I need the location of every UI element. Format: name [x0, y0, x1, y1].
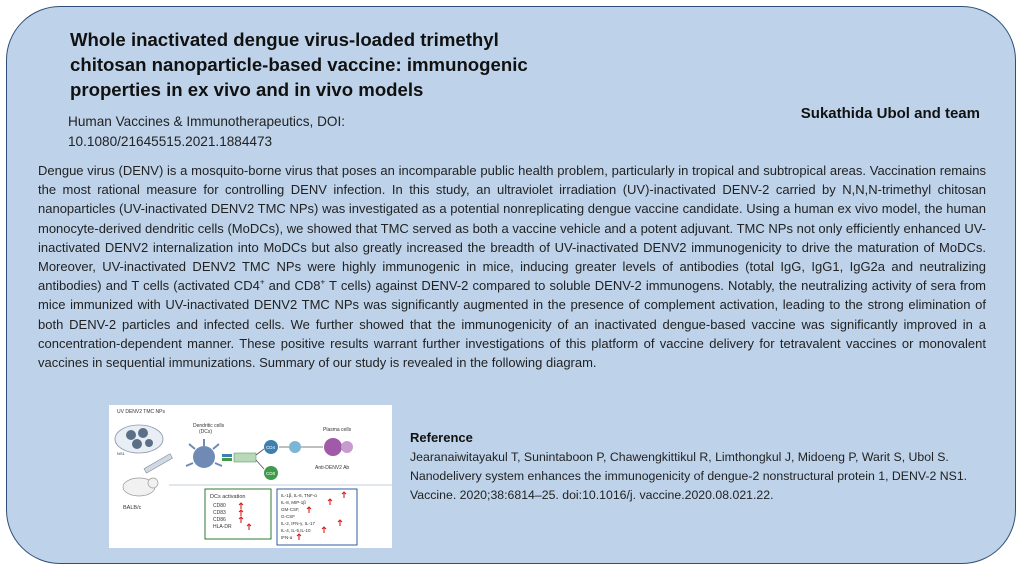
cd4-label: CD4 [266, 445, 276, 450]
dc-sub-label: (DCs) [199, 429, 213, 435]
svg-text:IL-1β, IL-6, TNF-α: IL-1β, IL-6, TNF-α [281, 493, 317, 498]
abstract: Dengue virus (DENV) is a mosquito-borne virus that poses an incomparable public health problem, particularly in tropical and subtropical areas. Vaccination remains the most rational measure for controlling DENV infection. In this study, an ultraviolet irradiation (UV)-inactivated DENV-2 carried by N,N,N-trimethyl chitosan nanoparticles (UV-inactivated DENV2 TMC NPs) was investigated as a potential nonreplicating dengue vaccine candidate. Using a human ex vivo model, the human monocyte-derived dendritic cells (MoDCs), we showed that TMC served as both a vaccine vehicle and a potent adjuvant. TMC NPs not only efficiently enhanced UV-inactivated DENV2 internalization into MoDCs but also greatly increased the breadth of UV-inactivated DENV2 immunogenicity to drive the maturation of MoDCs. Moreover, UV-inactivated DENV2 TMC NPs were highly immunogenic in mice, inducing greater levels of antibodies (total IgG, IgG1, IgG2a and neutralizing antibodies) and T cells (activated CD4+ and CD8+ T cells) against DENV-2 compared to soluble DENV-2 immunogens. Notably, the neutralizing activity of sera from mice immunized with UV-inactivated DENV2 TMC NPs was significantly augmented in the presence of complement activation, leading to the strong elimination of both DENV-2 particles and infected cells. We further showed that the immunogenicity of an inactivated dengue-based vaccine was significantly improved in a concentration-dependent manner. These positive results warrant further investigations of this platform of vaccine delivery for tetravalent vaccines or monovalent vaccines in sequential immunizations. Summary of our study is revealed in the following diagram. [38, 163, 987, 371]
reference-text: Jearanaiwitayakul T, Sunintaboon P, Chawengkittikul R, Limthongkul J, Midoeng P, Warit S, Ubol S. Nanodelivery system enhances the immunogenicity of dengue-2 nonstructural protein 1, DENV-2 NS1. Vaccine. 2020;38:6814–25. doi:10.1016/j. vaccine.2020.08.021.22. [410, 450, 968, 503]
journal-name: Human Vaccines & Immunotherapeutics, DOI: [68, 114, 346, 129]
antibody-label: Anti-DENV2 Ab [315, 465, 350, 471]
syringe-icon [144, 454, 172, 473]
reference-section [410, 430, 1000, 506]
summary-diagram [109, 405, 392, 548]
paper-title: Whole inactivated dengue virus-loaded trimethyl chitosan nanoparticle-based vaccine: immunogenic properties in ex vivo and in vivo models [70, 29, 528, 100]
np-dish [115, 425, 163, 453]
cd8-label: CD8 [266, 471, 276, 476]
svg-text:IL-8, MIP-1β: IL-8, MIP-1β [281, 500, 306, 505]
svg-text:HLA-DR: HLA-DR [213, 524, 232, 530]
svg-text:CD80: CD80 [213, 503, 226, 509]
author: Sukathida Ubol and team [800, 105, 980, 122]
dc-label: Dendritic cells [193, 423, 225, 429]
svg-text:IFN-α: IFN-α [281, 535, 293, 540]
reference-heading: Reference [410, 430, 473, 445]
nanoparticle [132, 439, 142, 449]
svg-text:IL-4, IL-5,IL-10: IL-4, IL-5,IL-10 [281, 528, 311, 533]
nanoparticle [126, 430, 136, 440]
journal-info [68, 112, 428, 152]
svg-text:CD83: CD83 [213, 510, 226, 516]
plasma-label: Plasma cells [323, 427, 352, 433]
svg-text:GM-CSF,: GM-CSF, [281, 507, 300, 512]
plasma-cell [324, 438, 342, 456]
svg-text:G-CSF: G-CSF [281, 514, 295, 519]
nanoparticle [138, 428, 148, 438]
doi: 10.1080/21645515.2021.1884473 [68, 134, 273, 149]
b-cell [289, 441, 301, 453]
svg-text:CD86: CD86 [213, 517, 226, 523]
injection-label: NS1 [117, 451, 125, 456]
dendritic-cell [193, 446, 215, 468]
np-label: UV DENV2 TMC NPs [117, 409, 165, 415]
dc-activation-title: DCs activation [210, 494, 246, 500]
nanoparticle [145, 439, 153, 447]
mouse-label: BALB/c [123, 505, 142, 511]
svg-text:IL-2, IFN-γ, IL-17: IL-2, IFN-γ, IL-17 [281, 521, 316, 526]
diagram-svg [109, 405, 392, 548]
